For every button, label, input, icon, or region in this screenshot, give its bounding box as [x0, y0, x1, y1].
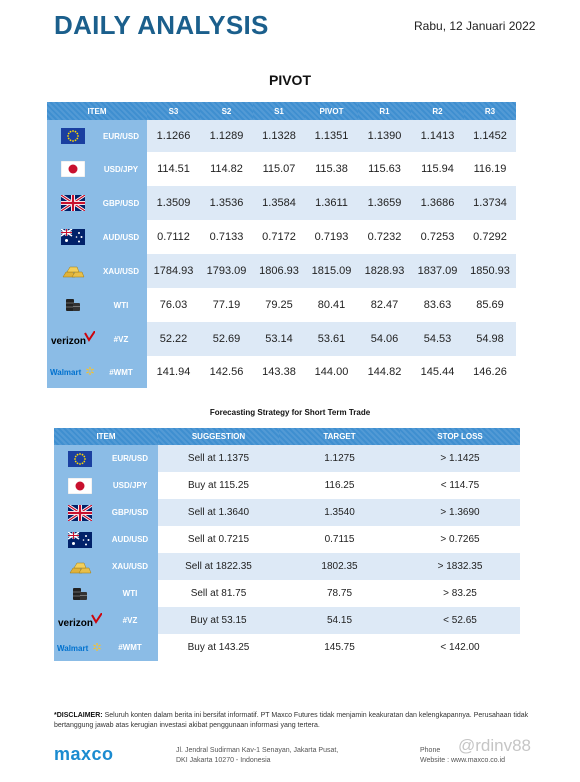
target-cell: 1802.35: [279, 553, 400, 580]
pivot-value: 0.7112: [147, 220, 200, 254]
target-cell: 54.15: [279, 607, 400, 634]
uk-flag-icon: [47, 195, 99, 211]
disclaimer: [54, 711, 534, 731]
item-cell: [54, 634, 158, 661]
pivot-value: 115.94: [411, 152, 464, 186]
item-cell: [47, 322, 147, 356]
pivot-value: 115.07: [253, 152, 305, 186]
item-label: EUR/USD: [111, 454, 148, 463]
item-cell: [54, 553, 158, 580]
pivot-value: 1.3686: [411, 186, 464, 220]
pivot-value: 1.1452: [464, 120, 516, 152]
pivot-value: 1.3509: [147, 186, 200, 220]
item-cell: [54, 445, 158, 472]
stop-loss-cell: > 83.25: [400, 580, 520, 607]
verizon-logo-icon: [47, 331, 99, 347]
item-cell: [47, 220, 147, 254]
item-label: XAU/USD: [111, 562, 148, 571]
col-header: R1: [358, 102, 411, 120]
suggestion-cell: Sell at 1.1375: [158, 445, 279, 472]
pivot-value: 146.26: [464, 356, 516, 388]
pivot-value: 1.3659: [358, 186, 411, 220]
pivot-value: 83.63: [411, 288, 464, 322]
pivot-value: 1.1413: [411, 120, 464, 152]
australia-flag-icon: [47, 229, 99, 245]
item-label: #WMT: [118, 643, 142, 652]
pivot-value: 114.82: [200, 152, 253, 186]
report-date: Rabu, 12 Januari 2022: [414, 19, 536, 33]
stop-loss-cell: > 0.7265: [400, 526, 520, 553]
disclaimer-label: *DISCLAIMER:: [54, 712, 103, 719]
stop-loss-cell: > 1.1425: [400, 445, 520, 472]
item-label: WTI: [122, 589, 138, 598]
col-header: STOP LOSS: [400, 428, 520, 445]
pivot-value: 1828.93: [358, 254, 411, 288]
pivot-value: 1.1351: [305, 120, 358, 152]
pivot-row: [47, 254, 516, 288]
pivot-table: [47, 102, 516, 388]
col-header: TARGET: [279, 428, 400, 445]
stop-loss-cell: > 1832.35: [400, 553, 520, 580]
svg-text:verizon: verizon: [51, 336, 87, 347]
pivot-value: 79.25: [253, 288, 305, 322]
pivot-row: [47, 152, 516, 186]
pivot-value: 1.3611: [305, 186, 358, 220]
strategy-row: [54, 634, 520, 661]
item-label: #WMT: [109, 367, 133, 377]
pivot-row: [47, 186, 516, 220]
item-label: AUD/USD: [102, 232, 140, 242]
pivot-value: 0.7172: [253, 220, 305, 254]
item-cell: [54, 526, 158, 553]
item-label: XAU/USD: [102, 266, 139, 276]
pivot-value: 54.53: [411, 322, 464, 356]
pivot-row: [47, 120, 516, 152]
strategy-row: [54, 445, 520, 472]
gold-bars-icon: [47, 263, 99, 279]
suggestion-cell: Buy at 115.25: [158, 472, 279, 499]
pivot-value: 1784.93: [147, 254, 200, 288]
col-header: S1: [253, 102, 305, 120]
pivot-value: 1.1390: [358, 120, 411, 152]
target-cell: 116.25: [279, 472, 400, 499]
col-header: PIVOT: [305, 102, 358, 120]
pivot-value: 76.03: [147, 288, 200, 322]
col-header: R3: [464, 102, 516, 120]
target-cell: 1.1275: [279, 445, 400, 472]
item-label: GBP/USD: [102, 198, 140, 208]
pivot-value: 1837.09: [411, 254, 464, 288]
pivot-value: 52.22: [147, 322, 200, 356]
pivot-value: 0.7253: [411, 220, 464, 254]
address-line: Jl. Jendral Sudirman Kav-1 Senayan, Jakarta Pusat,: [176, 747, 339, 754]
item-label: GBP/USD: [111, 508, 149, 517]
strategy-row: [54, 526, 520, 553]
item-label: WTI: [113, 300, 129, 310]
gold-bars-icon: [54, 559, 106, 575]
pivot-value: 53.61: [305, 322, 358, 356]
uk-flag-icon: [54, 505, 106, 521]
website-label: Website : www.maxco.co.id: [420, 757, 506, 764]
pivot-value: 0.7232: [358, 220, 411, 254]
strategy-row: [54, 499, 520, 526]
pivot-value: 1793.09: [200, 254, 253, 288]
pivot-row: [47, 356, 516, 388]
suggestion-cell: Sell at 81.75: [158, 580, 279, 607]
pivot-value: 0.7133: [200, 220, 253, 254]
item-label: USD/JPY: [112, 481, 148, 490]
pivot-value: 145.44: [411, 356, 464, 388]
pivot-value: 52.69: [200, 322, 253, 356]
pivot-value: 77.19: [200, 288, 253, 322]
pivot-value: 144.82: [358, 356, 411, 388]
item-cell: [47, 186, 147, 220]
strategy-row: [54, 607, 520, 634]
svg-text:Walmart: Walmart: [57, 643, 89, 653]
col-header: S3: [147, 102, 200, 120]
oil-barrels-icon: [54, 586, 106, 602]
pivot-value: 54.06: [358, 322, 411, 356]
maxco-logo: maxco: [54, 744, 114, 764]
suggestion-cell: Buy at 53.15: [158, 607, 279, 634]
pivot-value: 115.38: [305, 152, 358, 186]
svg-text:Walmart: Walmart: [50, 368, 82, 377]
col-header: R2: [411, 102, 464, 120]
pivot-value: 115.63: [358, 152, 411, 186]
pivot-value: 1.1289: [200, 120, 253, 152]
pivot-value: 142.56: [200, 356, 253, 388]
strategy-row: [54, 553, 520, 580]
strategy-row: [54, 580, 520, 607]
pivot-value: 82.47: [358, 288, 411, 322]
item-cell: [47, 254, 147, 288]
item-cell: [54, 607, 158, 634]
pivot-value: 1.1328: [253, 120, 305, 152]
pivot-value: 1.3584: [253, 186, 305, 220]
col-header: SUGGESTION: [158, 428, 279, 445]
pivot-row: [47, 288, 516, 322]
euro-flag-icon: [47, 128, 99, 144]
target-cell: 145.75: [279, 634, 400, 661]
item-label: #VZ: [122, 616, 138, 625]
walmart-logo-icon: [47, 364, 99, 380]
pivot-value: 1.3536: [200, 186, 253, 220]
watermark: @rdinv88: [458, 736, 532, 755]
pivot-value: 80.41: [305, 288, 358, 322]
col-header: ITEM: [47, 102, 147, 120]
item-label: #VZ: [113, 334, 129, 344]
strategy-header-row: [54, 428, 520, 445]
suggestion-cell: Sell at 1.3640: [158, 499, 279, 526]
target-cell: 78.75: [279, 580, 400, 607]
address-line: DKI Jakarta 10270 - Indonesia: [176, 757, 271, 764]
pivot-value: 1806.93: [253, 254, 305, 288]
japan-flag-icon: [54, 478, 106, 494]
suggestion-cell: Sell at 0.7215: [158, 526, 279, 553]
target-cell: 1.3540: [279, 499, 400, 526]
pivot-heading: PIVOT: [268, 72, 311, 88]
pivot-value: 85.69: [464, 288, 516, 322]
stop-loss-cell: < 52.65: [400, 607, 520, 634]
japan-flag-icon: [47, 161, 99, 177]
suggestion-cell: Sell at 1822.35: [158, 553, 279, 580]
pivot-value: 0.7193: [305, 220, 358, 254]
page-title: DAILY ANALYSIS: [54, 10, 269, 40]
strategy-table: [54, 428, 520, 661]
strategy-heading: Forecasting Strategy for Short Term Trade: [209, 408, 371, 417]
australia-flag-icon: [54, 532, 106, 548]
pivot-row: [47, 220, 516, 254]
disclaimer-text: Seluruh konten dalam berita ini bersifat informatif. PT Maxco Futures tidak menjamin keakuratan dan kelengkapannya. Perusahaan tidak bertanggung jawab atas kerugian investasi akibat penggunaan informasi yang tertera.: [54, 712, 529, 729]
phone-label: Phone: [420, 747, 441, 754]
item-cell: [47, 152, 147, 186]
pivot-value: 114.51: [147, 152, 200, 186]
target-cell: 0.7115: [279, 526, 400, 553]
item-cell: [54, 472, 158, 499]
item-label: AUD/USD: [111, 535, 149, 544]
item-cell: [47, 356, 147, 388]
item-label: EUR/USD: [102, 131, 139, 141]
stop-loss-cell: < 142.00: [400, 634, 520, 661]
pivot-value: 1.3734: [464, 186, 516, 220]
stop-loss-cell: < 114.75: [400, 472, 520, 499]
item-cell: [54, 580, 158, 607]
euro-flag-icon: [54, 451, 106, 467]
oil-barrels-icon: [47, 297, 99, 313]
col-header: ITEM: [54, 428, 158, 445]
pivot-value: 53.14: [253, 322, 305, 356]
pivot-header-row: [47, 102, 516, 120]
col-header: S2: [200, 102, 253, 120]
strategy-row: [54, 472, 520, 499]
pivot-value: 116.19: [464, 152, 516, 186]
stop-loss-cell: > 1.3690: [400, 499, 520, 526]
pivot-value: 54.98: [464, 322, 516, 356]
item-cell: [47, 120, 147, 152]
pivot-value: 1850.93: [464, 254, 516, 288]
pivot-value: 143.38: [253, 356, 305, 388]
suggestion-cell: Buy at 143.25: [158, 634, 279, 661]
item-label: USD/JPY: [103, 164, 139, 174]
company-address: [176, 746, 338, 766]
pivot-value: 0.7292: [464, 220, 516, 254]
svg-text:verizon: verizon: [58, 617, 94, 629]
walmart-logo-icon: [54, 640, 106, 656]
verizon-logo-icon: [54, 613, 106, 629]
pivot-value: 1815.09: [305, 254, 358, 288]
pivot-value: 1.1266: [147, 120, 200, 152]
pivot-value: 144.00: [305, 356, 358, 388]
pivot-value: 141.94: [147, 356, 200, 388]
item-cell: [54, 499, 158, 526]
pivot-row: [47, 322, 516, 356]
item-cell: [47, 288, 147, 322]
